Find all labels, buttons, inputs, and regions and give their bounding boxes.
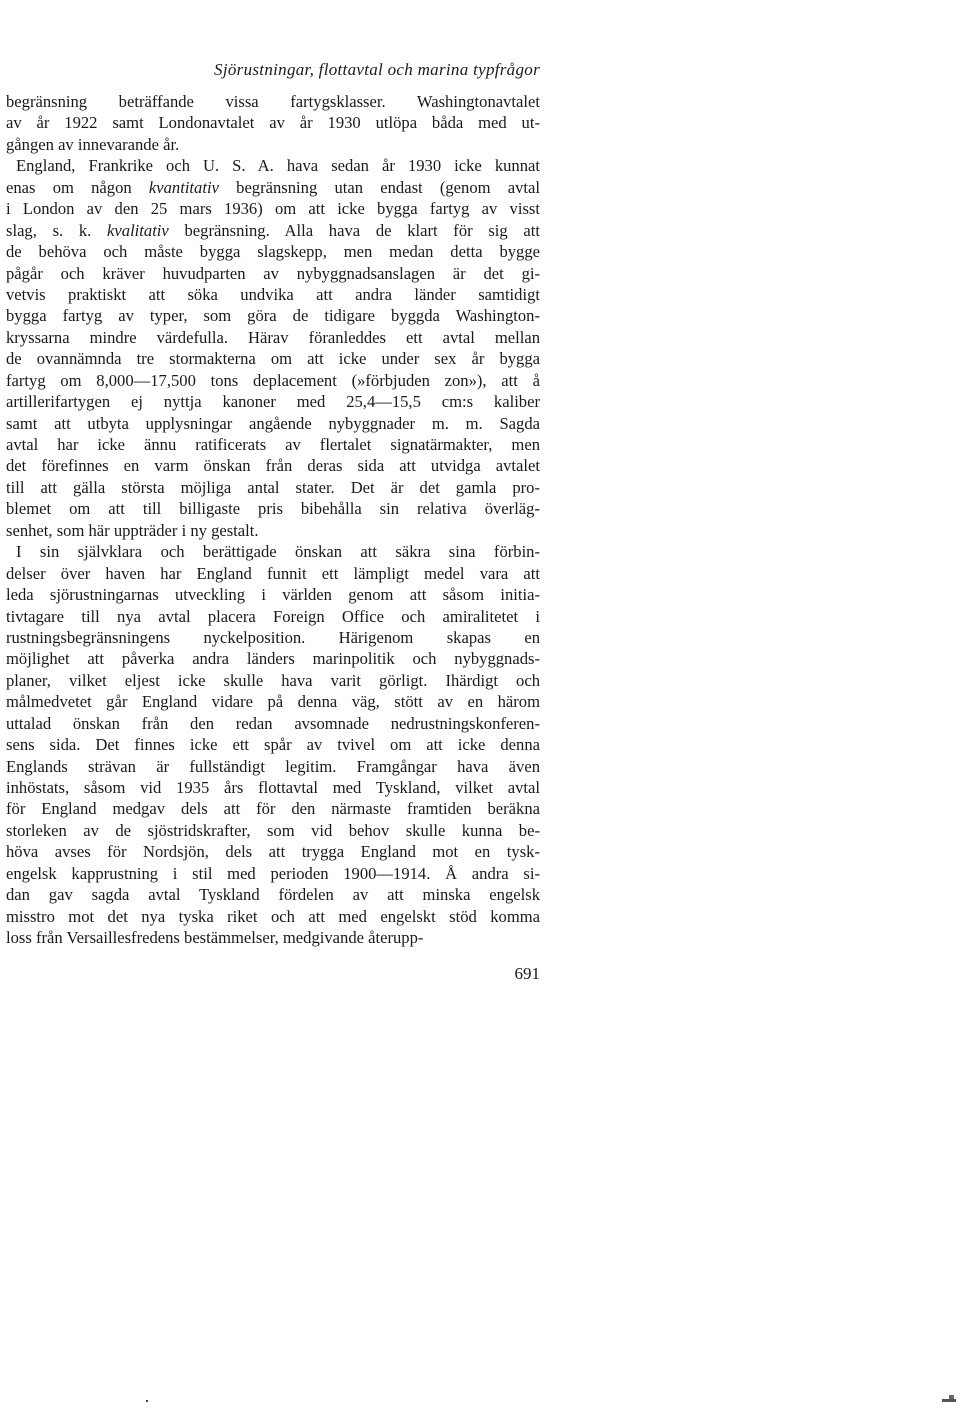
text-segment: gången av innevarande år. [6,134,180,154]
text-line [6,134,540,155]
text-segment: begränsning utan endast (genom avtal [218,177,541,197]
text-segment: målmedvetet går England vidare på denna väg, stött av en härom [6,692,540,712]
text-line [6,348,540,369]
text-segment: blemet om att till billigaste pris bibehålla sin relativa överläg- [6,499,540,519]
text-segment: sens sida. Det finnes icke ett spår av tvivel om att icke denna [6,735,540,755]
text-segment: av år 1922 samt Londonavtalet av år 1930 utlöpa båda med ut- [6,113,540,133]
text-segment: engelsk kapprustning i stil med perioden 1900—1914. Å andra si- [6,863,540,883]
text-line [6,563,540,584]
text-segment: fartyg om 8,000—17,500 tons deplacement (»förbjuden zon»), att å [6,370,540,390]
text-line [6,906,540,927]
text-line [6,305,540,326]
text-segment: leda sjörustningarnas utveckling i världen genom att såsom initia- [6,585,540,605]
scan-speck [949,1395,954,1399]
text-line [6,927,540,948]
text-segment: de ovannämnda tre stormakterna om att icke under sex år bygga [6,349,540,369]
running-header: Sjörustningar, flottavtal och marina typfrågor [214,60,540,79]
text-line [6,777,540,798]
page-number: 691 [514,964,540,983]
body-text [6,91,540,949]
text-line [6,734,540,755]
text-line [6,241,540,262]
text-segment: avtal har icke ännu ratificerats av flertalet signatärmakter, men [6,435,540,454]
text-segment: kryssarna mindre värdefulla. Härav föranleddes ett avtal mellan [6,327,540,347]
text-segment: tivtagare till nya avtal placera Foreign Office och amiralitetet i [6,606,540,626]
text-segment: artillerifartygen ej nyttja kanoner med 25,4—15,5 cm:s kaliber [6,392,540,412]
text-segment: i London av den 25 mars 1936) om att icke bygga fartyg av visst [6,199,540,219]
text-line [6,520,540,541]
text-line [6,155,540,176]
text-line [6,713,540,734]
text-segment: loss från Versaillesfredens bestämmelser, medgivande återupp- [6,928,424,948]
text-line [6,541,540,562]
text-segment: England, Frankrike och U. S. A. hava sedan år 1930 icke kunnat [16,156,540,176]
text-line [6,691,540,712]
text-line [6,177,540,198]
text-line [6,670,540,691]
text-line [6,284,540,305]
text-segment: begränsning beträffande vissa fartygsklasser. Washingtonavtalet [6,92,540,111]
text-line [6,841,540,862]
text-line [6,263,540,284]
text-line [6,413,540,434]
text-segment: möjlighet att påverka andra länders marinpolitik och nybyggnads- [6,649,540,669]
text-line [6,584,540,605]
text-line [6,91,540,112]
text-line [6,434,540,455]
scan-speck [942,1399,956,1402]
text-segment: misstro mot det nya tyska riket och att med engelskt stöd komma [6,906,540,926]
text-segment: det förefinnes en varm önskan från deras sida att utvidga avtalet [6,456,540,476]
text-line [6,477,540,498]
text-line [6,220,540,241]
text-segment: pågår och kräver huvudparten av nybyggnadsanslagen är det gi- [6,263,540,283]
italic-term: kvantitativ [148,177,219,197]
scan-speck [146,1400,148,1402]
text-segment: för England medgav dels att för den närmaste framtiden beräkna [6,799,540,819]
text-segment: rustningsbegränsningens nyckelposition. Härigenom skapas en [6,627,540,647]
text-segment: slag, s. k. [6,220,108,240]
text-segment: höva avses för Nordsjön, dels att trygga England mot en tysk- [6,842,540,862]
text-segment: bygga fartyg av typer, som göra de tidigare byggda Washington- [6,306,540,326]
text-line [6,498,540,519]
text-segment: begränsning. Alla hava de klart för sig att [168,220,541,240]
text-line [6,370,540,391]
text-segment: de behöva och måste bygga slagskepp, men medan detta bygge [6,242,540,262]
text-line [6,391,540,412]
text-segment: planer, vilket eljest icke skulle hava varit görligt. Ihärdigt och [6,670,540,690]
text-segment: Englands strävan är fullständigt legitim. Framgångar hava även [6,756,540,776]
text-segment: delser över haven har England funnit ett lämpligt medel vara att [6,563,540,583]
text-segment: uttalad önskan från den redan avsomnade nedrustningskonferen- [6,713,540,733]
text-line [6,820,540,841]
text-line [6,112,540,133]
text-segment: dan gav sagda avtal Tyskland fördelen av att minska engelsk [6,885,540,905]
text-line [6,863,540,884]
text-line [6,198,540,219]
text-line [6,606,540,627]
text-line [6,756,540,777]
text-segment: senhet, som här uppträder i ny gestalt. [6,520,259,540]
text-line [6,455,540,476]
text-line [6,798,540,819]
text-segment: I sin självklara och berättigade önskan att säkra sina förbin- [16,542,540,562]
text-segment: enas om någon [6,177,149,197]
text-segment: inhöstats, såsom vid 1935 års flottavtal med Tyskland, vilket avtal [6,778,540,797]
text-line [6,648,540,669]
text-line [6,884,540,905]
text-segment: vetvis praktiskt att söka undvika att andra länder samtidigt [6,284,540,304]
text-segment: till att gälla största möjliga antal stater. Det är det gamla pro- [6,477,540,497]
text-segment: samt att utbyta upplysningar angående nybyggnader m. m. Sagda [6,413,540,433]
text-line [6,627,540,648]
text-line [6,327,540,348]
italic-term: kvalitativ [107,220,169,240]
text-segment: storleken av de sjöstridskrafter, som vid behov skulle kunna be- [6,820,540,840]
